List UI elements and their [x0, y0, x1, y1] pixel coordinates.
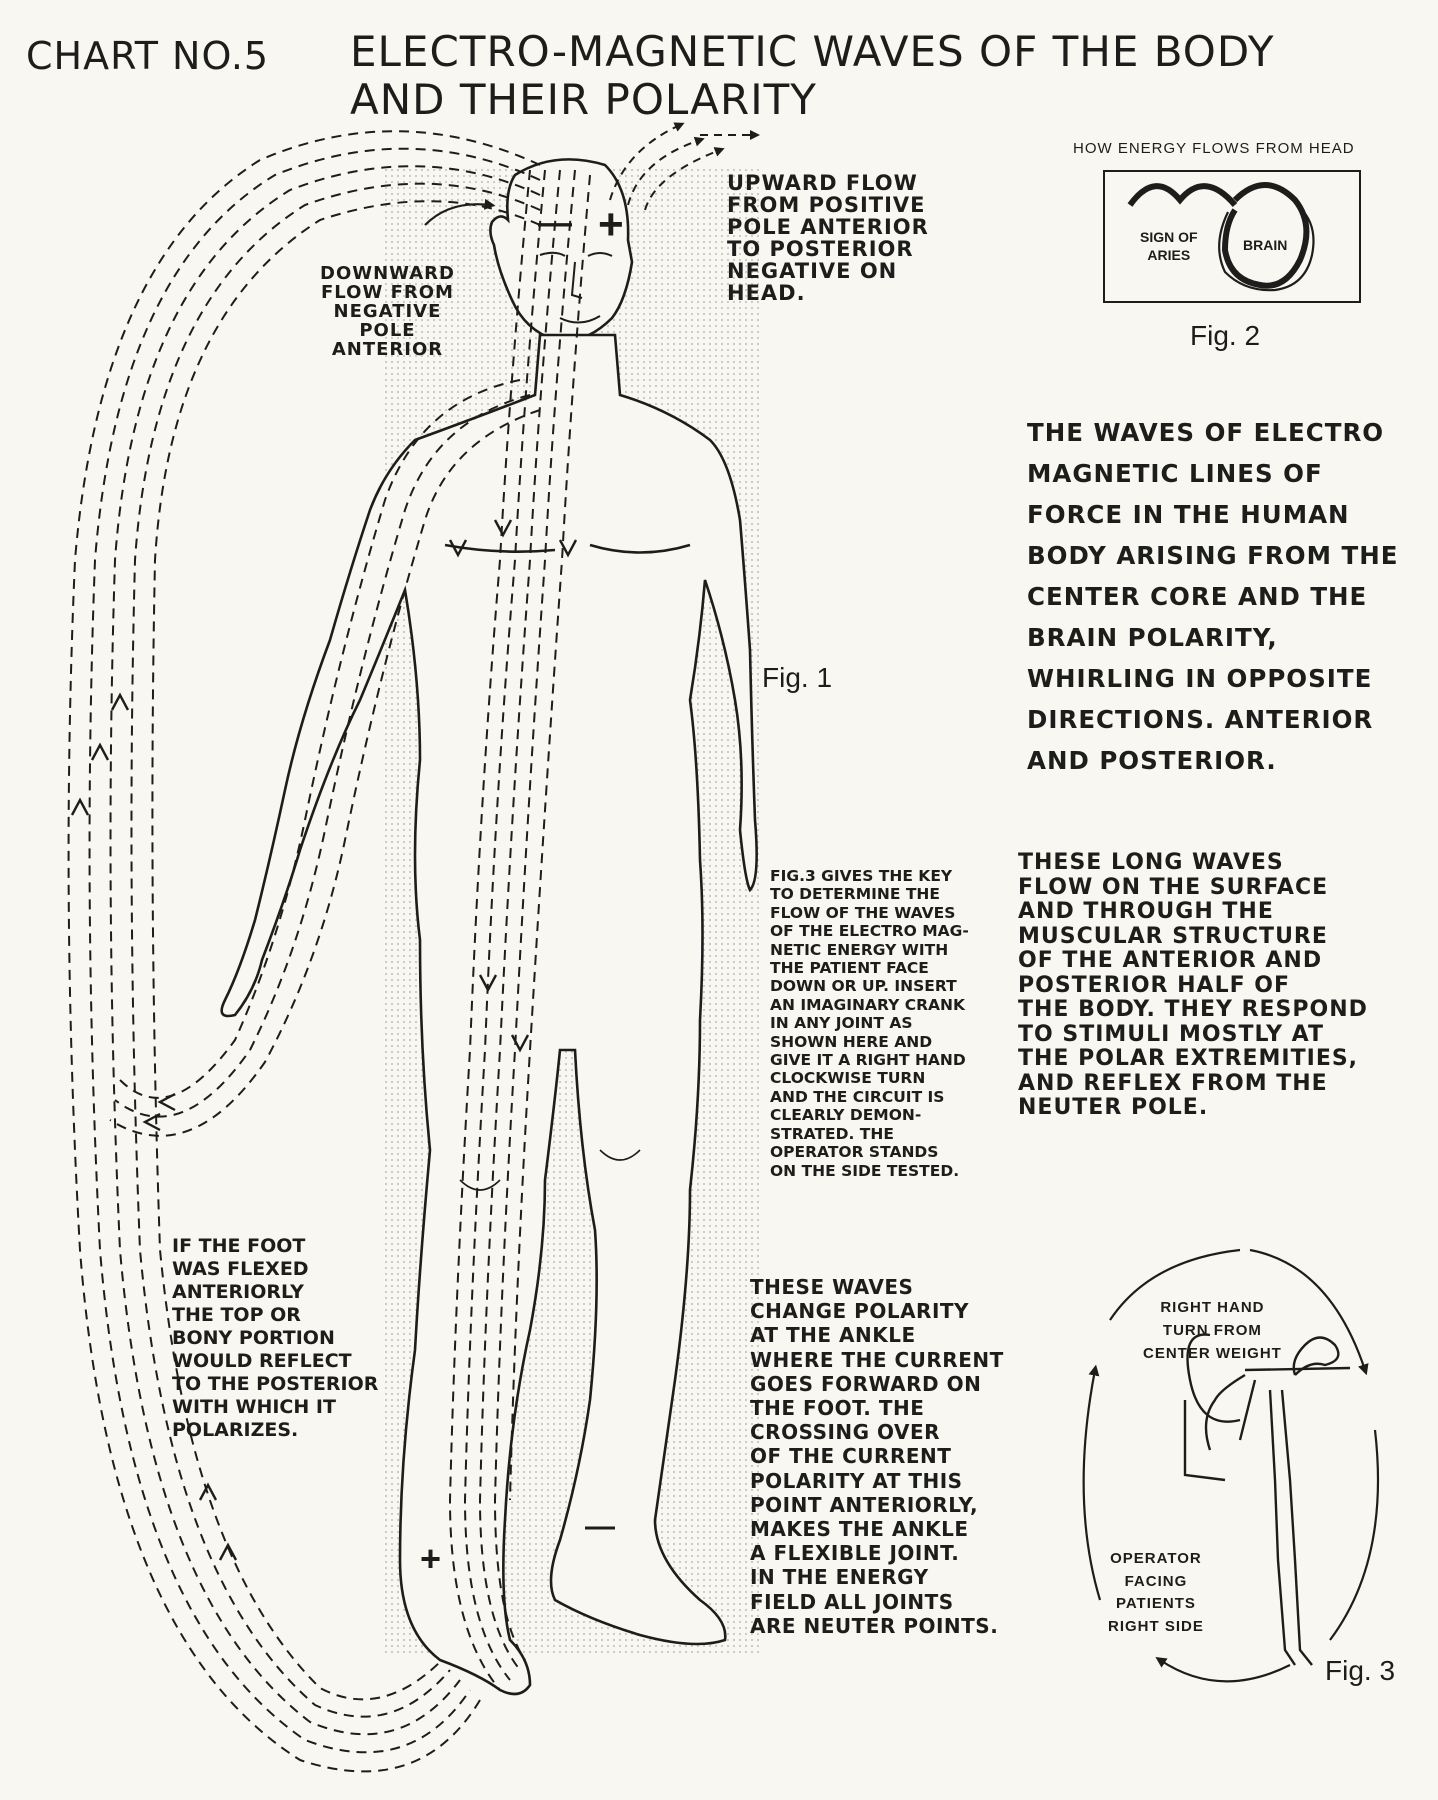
ankle-waves-text: THESE WAVES CHANGE POLARITY AT THE ANKLE WHERE THE CURRENT GOES FORWARD ON THE FOOT. THE CROSSING OVER OF THE CURRENT POLARITY AT THIS POINT ANTERIORLY, MAKES THE ANKLE A FLEXIBLE JOINT. IN THE ENERGY FIELD ALL JOINTS ARE NEUTER POINTS.	[750, 1275, 1004, 1638]
fig2-label: Fig. 2	[1190, 320, 1261, 351]
fig3-key-text: FIG.3 GIVES THE KEY TO DETERMINE THE FLOW OF THE WAVES OF THE ELECTRO MAG- NETIC ENERGY WITH THE PATIENT FACE DOWN OR UP. INSERT AN IMAGINARY CRANK IN ANY JOINT AS SHOWN HERE AND GIVE IT A RIGHT HAND CLOCKWISE TURN AND THE CIRCUIT IS CLEARLY DEMON- STRATED. THE OPERATOR STANDS ON THE SIDE TESTED.	[770, 867, 969, 1180]
fig2-brain-label: BRAIN	[1243, 237, 1288, 253]
operator-facing-label: OPERATOR FACING PATIENTS RIGHT SIDE	[1108, 1550, 1204, 1635]
fig2-caption: HOW ENERGY FLOWS FROM HEAD	[1073, 140, 1355, 157]
long-waves-text: THESE LONG WAVES FLOW ON THE SURFACE AND THROUGH THE MUSCULAR STRUCTURE OF THE ANTERIOR AND POSTERIOR HALF OF THE BODY. THEY RESPOND TO STIMULI MOSTLY AT THE POLAR EXTREMITIES, AND REFLEX FROM THE NEUTER POLE.	[1018, 850, 1368, 1120]
fig1-label: Fig. 1	[762, 662, 833, 693]
fig3-skeleton	[1185, 1335, 1350, 1665]
minus-pole-sign: —	[538, 204, 572, 242]
chart-title	[350, 28, 1275, 124]
ankle-plus-sign: +	[420, 1538, 442, 1579]
ankle-minus-sign: —	[585, 1510, 615, 1543]
right-hand-turn-label: RIGHT HAND TURN FROM CENTER WEIGHT	[1143, 1299, 1282, 1362]
upward-flow-label: UPWARD FLOW FROM POSITIVE POLE ANTERIOR TO POSTERIOR NEGATIVE ON HEAD.	[727, 171, 929, 306]
foot-flexed-text: IF THE FOOT WAS FLEXED ANTERIORLY THE TOP OR BONY PORTION WOULD REFLECT TO THE POSTERIOR WITH WHICH IT POLARIZES.	[172, 1235, 379, 1441]
chart-title-line2: AND THEIR POLARITY	[350, 75, 817, 124]
fig3-label: Fig. 3	[1325, 1655, 1396, 1686]
downward-flow-label: DOWNWARD FLOW FROM NEGATIVE POLE ANTERIOR	[320, 263, 455, 360]
main-description: THE WAVES OF ELECTRO MAGNETIC LINES OF FORCE IN THE HUMAN BODY ARISING FROM THE CENTER CORE AND THE BRAIN POLARITY, WHIRLING IN OPPOSITE DIRECTIONS. ANTERIOR AND POSTERIOR.	[1027, 418, 1399, 775]
chart-title-line1: ELECTRO-MAGNETIC WAVES OF THE BODY	[350, 27, 1275, 76]
fig2-aries-label: SIGN OF ARIES	[1140, 229, 1198, 263]
plus-pole-sign: +	[598, 200, 624, 249]
chart-number: CHART NO.5	[26, 34, 270, 78]
